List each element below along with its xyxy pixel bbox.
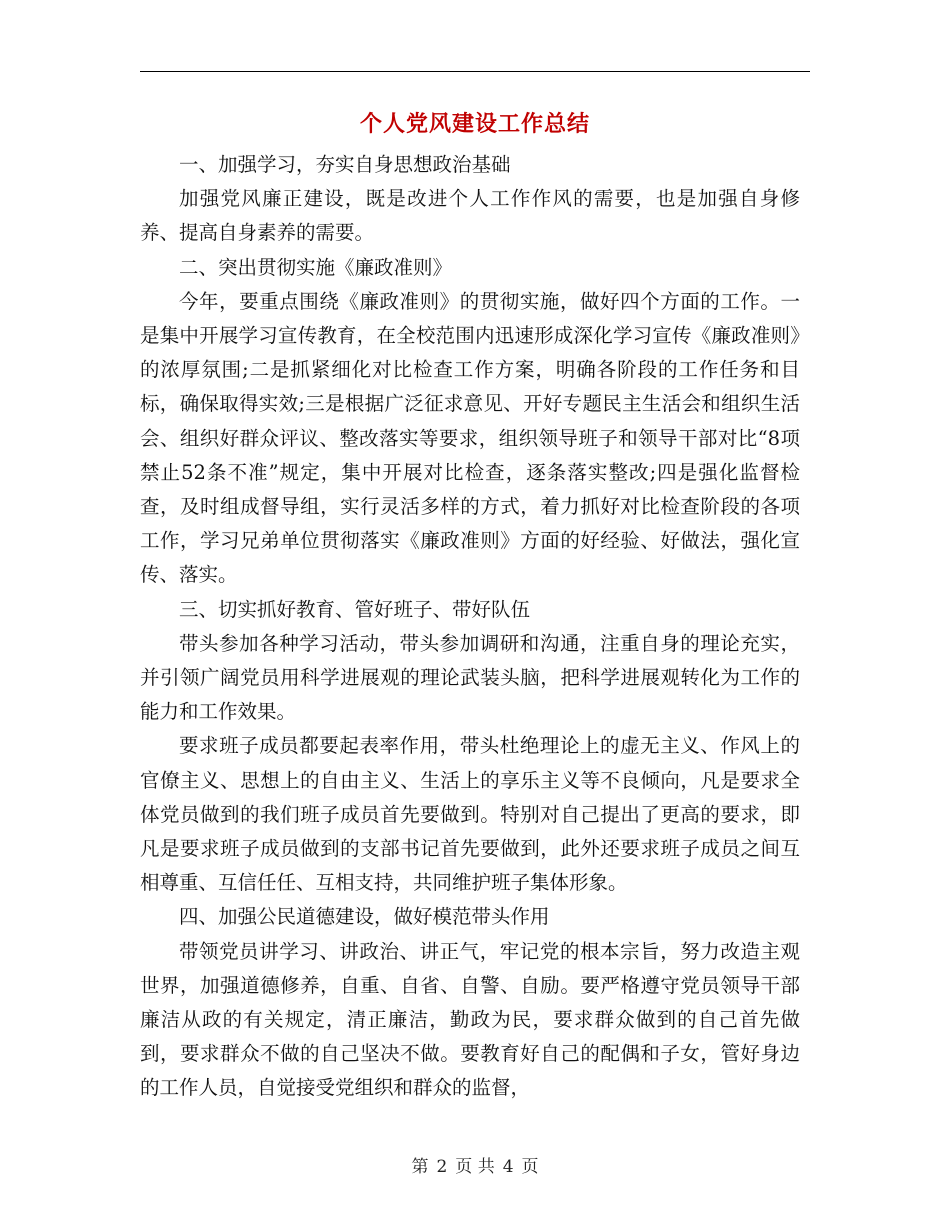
header-rule (140, 71, 810, 72)
section-heading-3: 三、切实抓好教育、管好班子、带好队伍 (179, 597, 531, 621)
paragraph: 带头参加各种学习活动，带头参加调研和沟通，注重自身的理论充实，并引领广阔党员用科学进展观的理论武装头脑，把科学进展观转化为工作的能力和工作效果。 (140, 631, 800, 724)
footer-total-pages: 4 (502, 1157, 514, 1177)
section-heading-1: 一、加强学习，夯实自身思想政治基础 (179, 153, 511, 176)
footer-prefix: 第 (411, 1157, 429, 1177)
footer-middle: 页 共 (455, 1157, 495, 1177)
document-body (140, 148, 800, 1106)
paragraph: 要求班子成员都要起表率作用，带头杜绝理论上的虚无主义、作风上的官僚主义、思想上的自由主义、生活上的享乐主义等不良倾向，凡是要求全体党员做到的我们班子成员首先要做到。特别对自己提出了更高的要求，即凡是要求班子成员做到的支部书记首先要做到，此外还要求班子成员之间互相尊重、互信任任、互相支持，共同维护班子集体形象。 (140, 734, 800, 895)
paragraph: 今年，要重点围绕《廉政准则》的贯彻实施，做好四个方面的工作。一是集中开展学习宣传教育，在全校范围内迅速形成深化学习宣传《廉政准则》的浓厚氛围;二是抓紧细化对比检查工作方案，明确各阶段的工作任务和目标，确保取得实效;三是根据广泛征求意见、开好专题民主生活会和组织生活会、组织好群众评议、整改落实等要求，组织领导班子和领导干部对比“8项禁止52条不准”规定，集中开展对比检查，逐条落实整改;四是强化监督检查，及时组成督导组，实行灵活多样的方式，着力抓好对比检查阶段的各项工作，学习兄弟单位贯彻落实《廉政准则》方面的好经验、好做法，强化宣传、落实。 (140, 289, 800, 587)
footer-page-number: 2 (436, 1157, 448, 1177)
paragraph: 加强党风廉正建设，既是改进个人工作作风的需要，也是加强自身修养、提高自身素养的需要。 (140, 187, 800, 245)
footer-suffix: 页 (521, 1157, 539, 1177)
paragraph: 带领党员讲学习、讲政治、讲正气，牢记党的根本宗旨，努力改造主观世界，加强道德修养，自重、自省、自警、自励。要严格遵守党员领导干部廉洁从政的有关规定，清正廉洁，勤政为民，要求群众做到的自己首先做到，要求群众不做的自己坚决不做。要教育好自己的配偶和子女，管好身边的工作人员，自觉接受党组织和群众的监督， (140, 939, 800, 1100)
section-heading-2: 二、突出贯彻实施《廉政准则》 (179, 255, 453, 279)
page-footer (0, 1152, 950, 1177)
document-title: 个人党风建设工作总结 (359, 111, 590, 137)
section-heading-4: 四、加强公民道德建设，做好模范带头作用 (179, 905, 550, 929)
